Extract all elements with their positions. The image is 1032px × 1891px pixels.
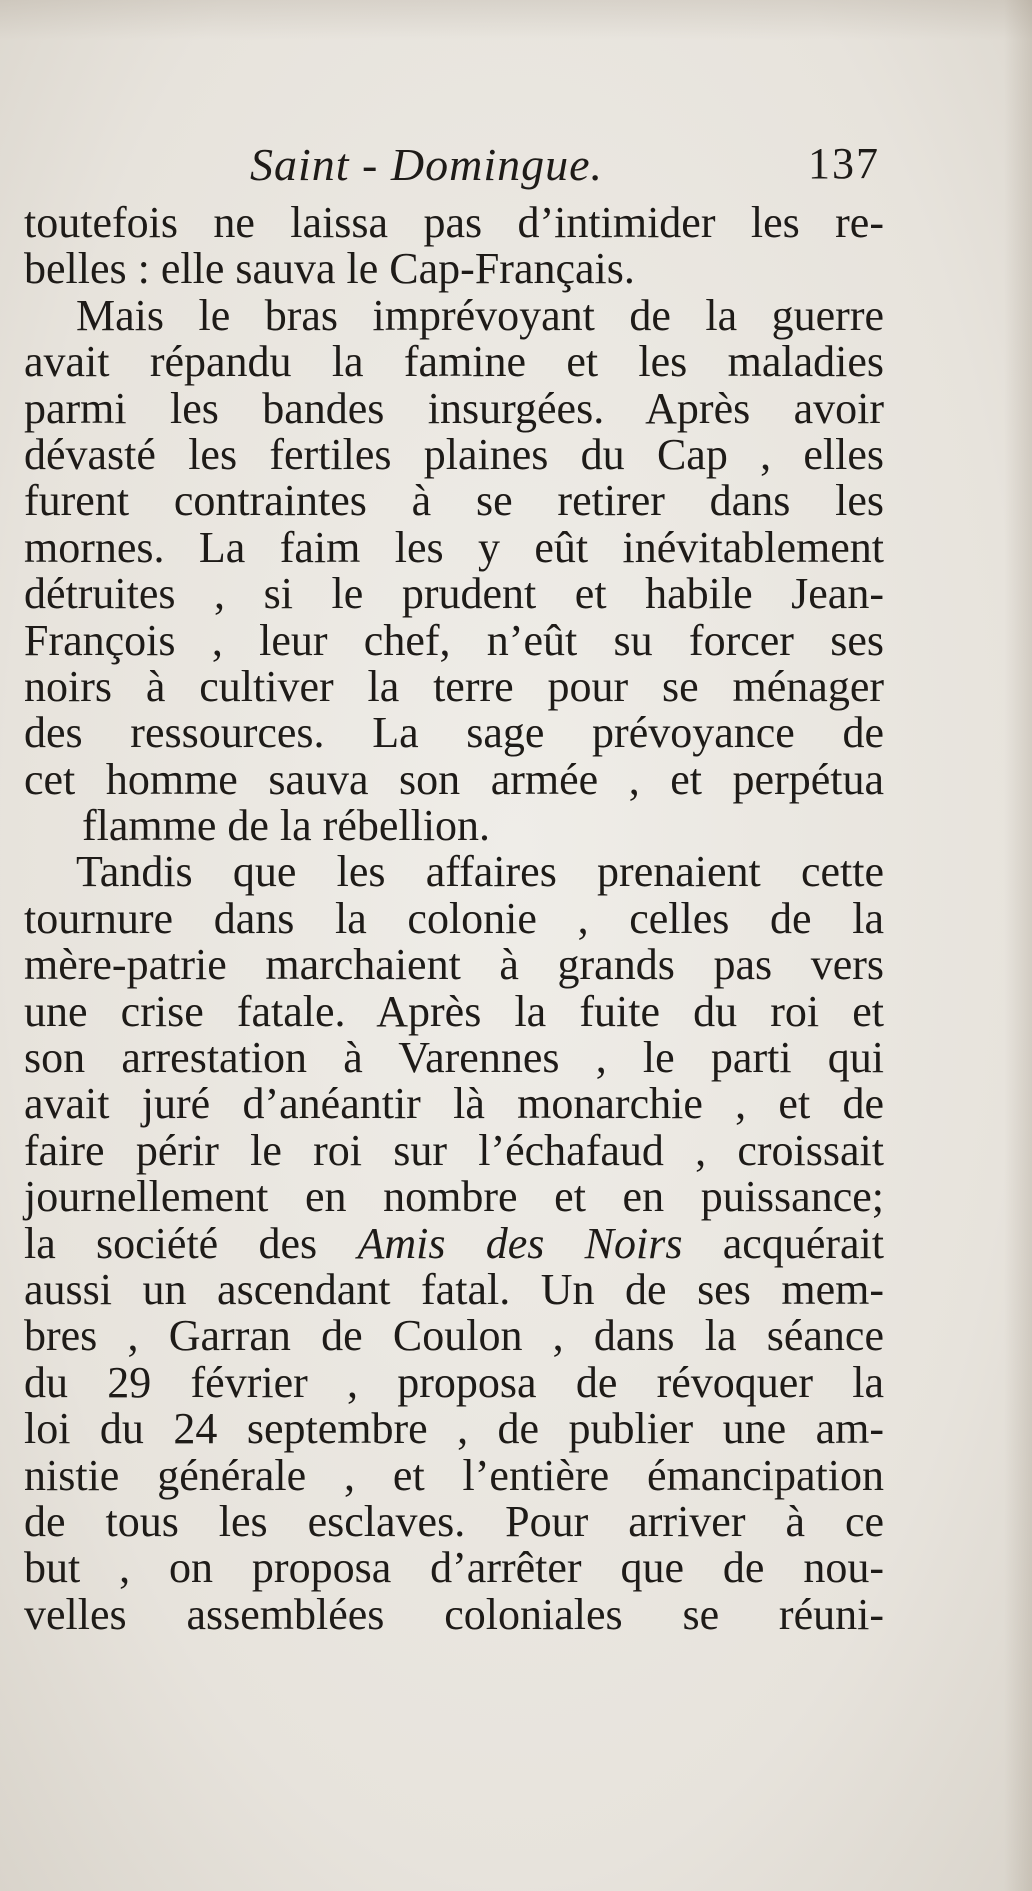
text-line: dévasté les fertiles plaines du Cap , elles <box>24 429 884 479</box>
text-segment: acquérait <box>722 1218 884 1268</box>
text-line: velles assemblées coloniales se réuni- <box>24 1589 884 1639</box>
text-line: avait répandu la famine et les maladies <box>24 337 884 387</box>
text-line: avait juré d’anéantir là monarchie , et de <box>24 1079 884 1129</box>
text-line: mornes. La faim les y eût inévitablement <box>24 522 884 572</box>
text-line: loi du 24 septembre , de publier une am- <box>24 1404 884 1454</box>
text-line: but , on proposa d’arrêter que de nou- <box>24 1543 884 1593</box>
page-shadow-top <box>0 0 1032 40</box>
body-text <box>24 200 884 1638</box>
page-number: 137 <box>808 139 880 188</box>
text-line: mère-patrie marchaient à grands pas vers <box>24 940 884 990</box>
text-line: détruites , si le prudent et habile Jean- <box>24 569 884 619</box>
text-segment: la société des <box>24 1218 318 1268</box>
text-line: une crise fatale. Après la fuite du roi et <box>24 986 884 1036</box>
page-shadow-right <box>1004 0 1032 1891</box>
text-line: Mais le bras imprévoyant de la guerre <box>76 290 884 340</box>
text-line: cet homme sauva son armée , et perpétua <box>24 754 884 804</box>
text-line: son arrestation à Varennes , le parti qui <box>24 1033 884 1083</box>
text-line: aussi un ascendant fatal. Un de ses mem- <box>24 1264 884 1314</box>
text-line-with-italic <box>24 1218 884 1268</box>
text-line: journellement en nombre et en puissance; <box>24 1172 884 1222</box>
text-line: du 29 février , proposa de révoquer la <box>24 1357 884 1407</box>
text-line: flamme de la rébellion. <box>82 801 491 851</box>
text-line: noirs à cultiver la terre pour se ménager <box>24 661 884 711</box>
text-line: des ressources. La sage prévoyance de <box>24 708 884 758</box>
text-line: bres , Garran de Coulon , dans la séance <box>24 1311 884 1361</box>
italic-title: Amis des Noirs <box>357 1218 683 1268</box>
text-line: parmi les bandes insurgées. Après avoir <box>24 383 884 433</box>
text-line: Tandis que les affaires prenaient cette <box>76 847 884 897</box>
text-line: toutefois ne laissa pas d’intimider les re- <box>24 198 884 247</box>
text-line: belles : elle sauva le Cap-Français. <box>24 244 635 294</box>
text-line: François , leur chef, n’eût su forcer ses <box>24 615 884 665</box>
text-line: faire périr le roi sur l’échafaud , croissait <box>24 1125 884 1175</box>
page-header <box>250 138 880 198</box>
text-line: tournure dans la colonie , celles de la <box>24 893 884 943</box>
text-line: de tous les esclaves. Pour arriver à ce <box>24 1496 884 1546</box>
text-line: nistie générale , et l’entière émancipation <box>24 1450 884 1500</box>
running-title: Saint - Domingue. <box>250 139 604 190</box>
text-line: furent contraintes à se retirer dans les <box>24 476 884 526</box>
